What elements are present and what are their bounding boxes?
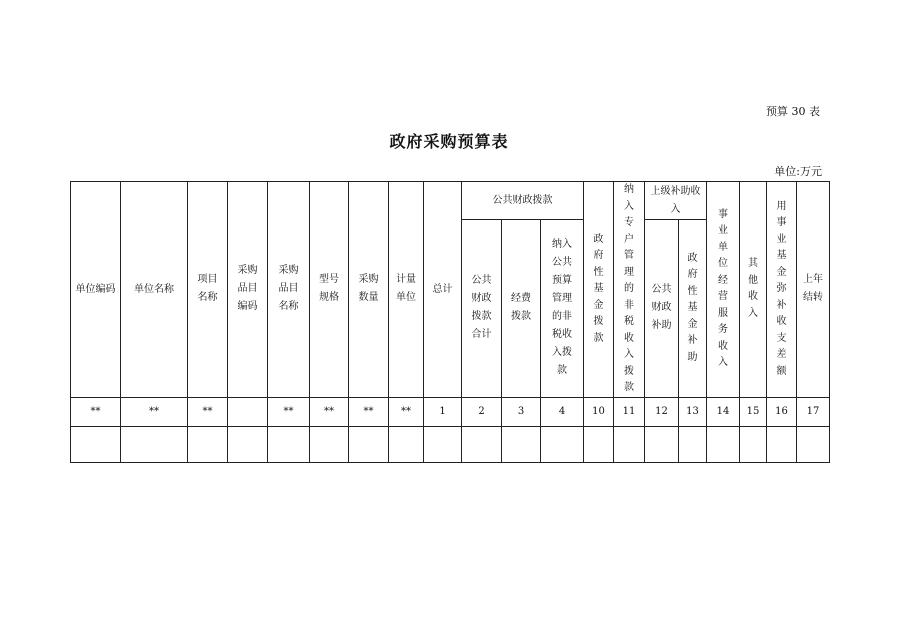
header-nontax-in-budget: 纳入公共预算管理的非税收入拨款 xyxy=(541,220,584,397)
table-cell: 17 xyxy=(797,397,830,426)
table-cell xyxy=(707,426,740,462)
header-reserve-fund: 用事业基金弥补收支差额 xyxy=(767,182,797,398)
budget-table xyxy=(70,181,830,463)
table-cell: 15 xyxy=(740,397,767,426)
table-cell xyxy=(740,426,767,462)
table-cell xyxy=(584,426,614,462)
table-cell xyxy=(645,426,679,462)
table-cell: ** xyxy=(310,397,349,426)
table-cell: 1 xyxy=(424,397,462,426)
table-cell xyxy=(268,426,310,462)
header-prior-year-carryover: 上年结转 xyxy=(797,182,830,398)
table-cell xyxy=(424,426,462,462)
table-cell: ** xyxy=(389,397,424,426)
header-funds-allocation: 经费拨款 xyxy=(502,220,541,397)
header-other-income: 其他收入 xyxy=(740,182,767,398)
table-row xyxy=(71,426,830,462)
table-cell xyxy=(767,426,797,462)
header-superior-subsidy-group: 上级补助收入 xyxy=(645,182,707,220)
header-public-finance-group: 公共财政拨款 xyxy=(462,182,584,220)
header-model-spec: 型号规格 xyxy=(310,182,349,398)
table-cell xyxy=(349,426,389,462)
table-cell xyxy=(614,426,645,462)
header-unit-code: 单位编码 xyxy=(71,182,121,398)
table-cell xyxy=(389,426,424,462)
table-cell: ** xyxy=(268,397,310,426)
table-cell xyxy=(188,426,228,462)
table-cell xyxy=(541,426,584,462)
table-cell: ** xyxy=(349,397,389,426)
header-total: 总计 xyxy=(424,182,462,398)
header-unit-name: 单位名称 xyxy=(121,182,188,398)
table-cell xyxy=(228,426,268,462)
table-cell: 11 xyxy=(614,397,645,426)
table-cell xyxy=(462,426,502,462)
table-cell xyxy=(679,426,707,462)
table-cell: ** xyxy=(188,397,228,426)
table-cell xyxy=(502,426,541,462)
table-cell: 13 xyxy=(679,397,707,426)
form-number: 预算 30 表 xyxy=(766,105,820,118)
header-nontax-special: 纳入专户管理的非税收入拨款 xyxy=(614,182,645,398)
header-measure-unit: 计量单位 xyxy=(389,182,424,398)
table-cell: ** xyxy=(121,397,188,426)
table-row xyxy=(71,397,830,426)
table-cell: ** xyxy=(71,397,121,426)
table-cell: 2 xyxy=(462,397,502,426)
table-cell: 4 xyxy=(541,397,584,426)
table-cell xyxy=(228,397,268,426)
header-business-income: 事业单位经营服务收入 xyxy=(707,182,740,398)
unit-label: 单位:万元 xyxy=(774,165,822,178)
header-gov-fund-subsidy: 政府性基金补助 xyxy=(679,220,707,397)
header-item-name: 采购品目名称 xyxy=(268,182,310,398)
table-cell: 16 xyxy=(767,397,797,426)
page-title: 政府采购预算表 xyxy=(389,132,509,151)
header-project-name: 项目名称 xyxy=(188,182,228,398)
table-cell xyxy=(121,426,188,462)
table-cell xyxy=(71,426,121,462)
table-cell xyxy=(797,426,830,462)
table-cell: 12 xyxy=(645,397,679,426)
table-cell: 10 xyxy=(584,397,614,426)
table-cell: 3 xyxy=(502,397,541,426)
header-item-code: 采购品目编码 xyxy=(228,182,268,398)
table-cell: 14 xyxy=(707,397,740,426)
header-public-finance-subtotal: 公共财政拨款合计 xyxy=(462,220,502,397)
table-cell xyxy=(310,426,349,462)
header-gov-fund: 政府性基金拨款 xyxy=(584,182,614,398)
header-public-finance-subsidy: 公共财政补助 xyxy=(645,220,679,397)
header-quantity: 采购数量 xyxy=(349,182,389,398)
